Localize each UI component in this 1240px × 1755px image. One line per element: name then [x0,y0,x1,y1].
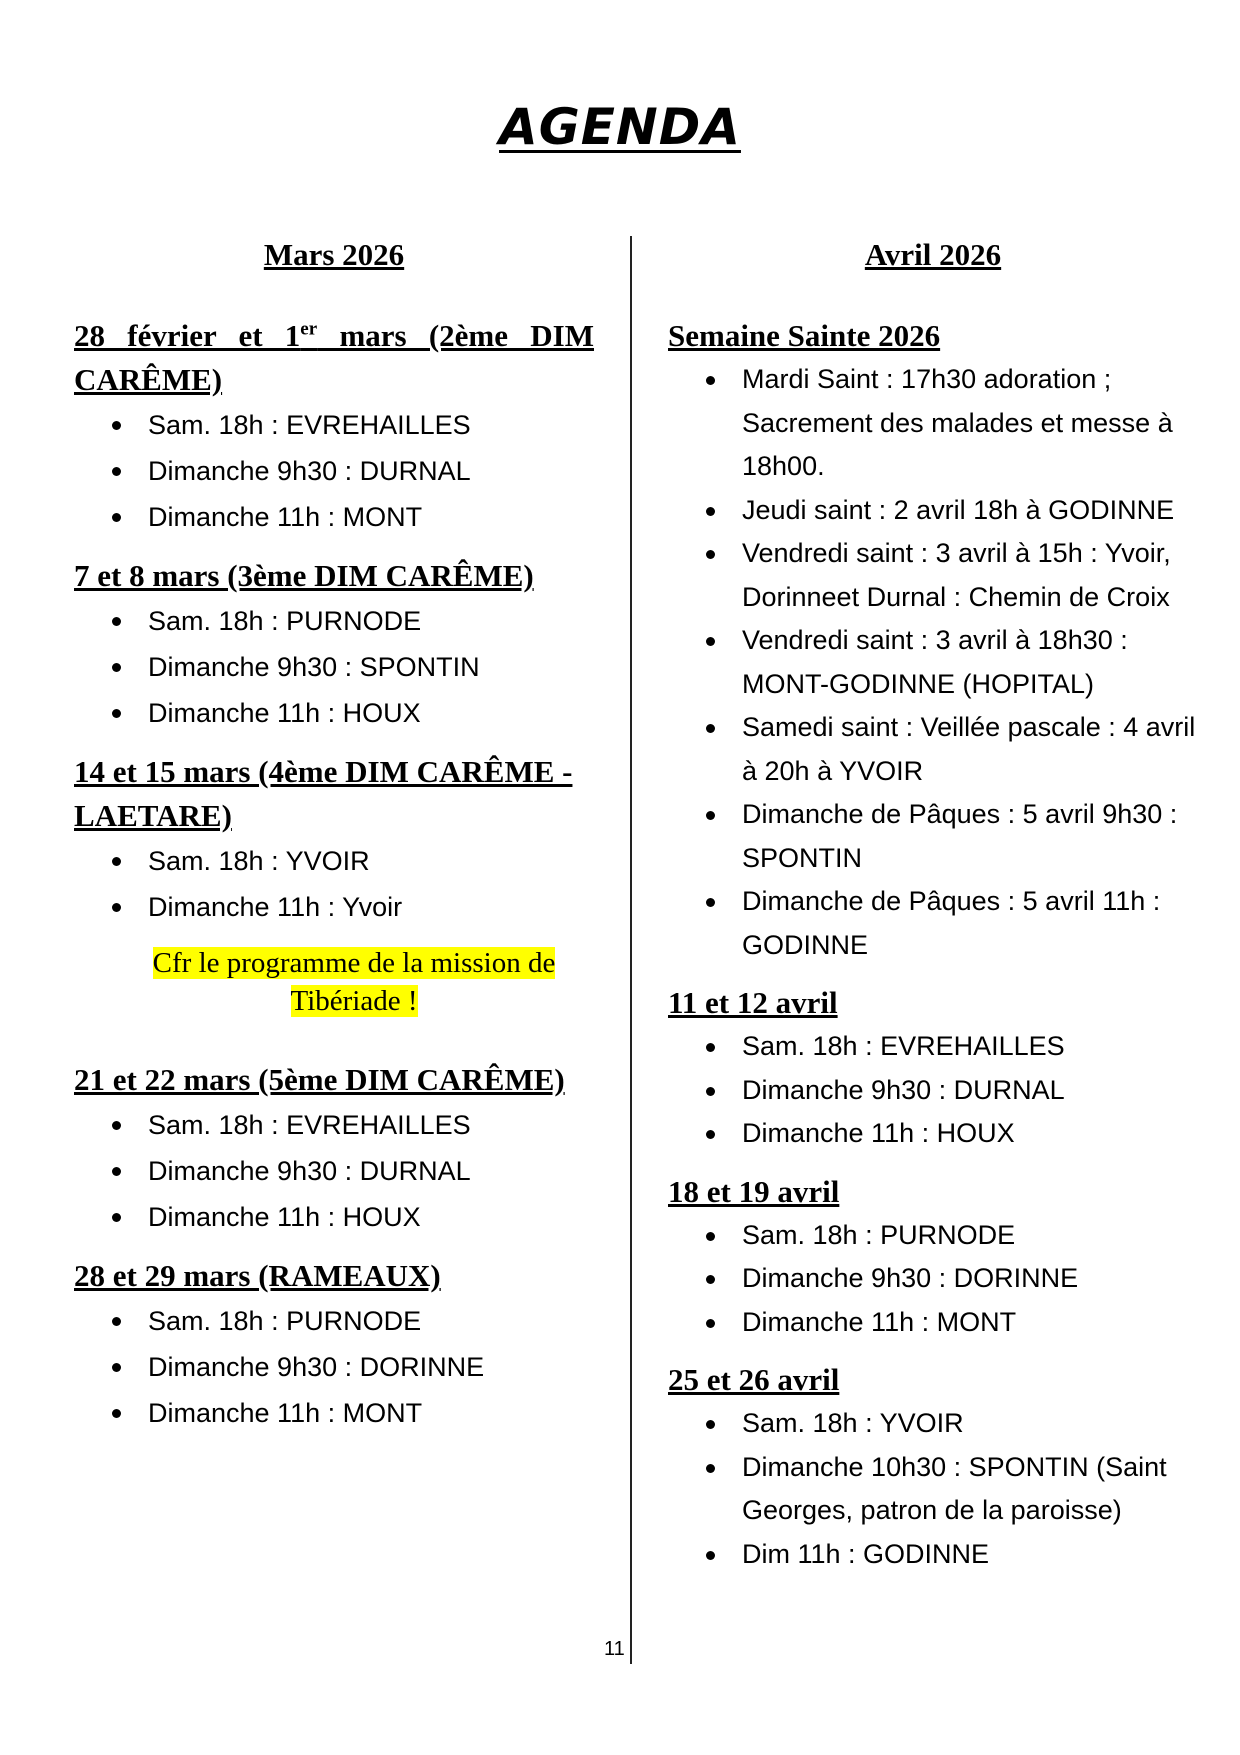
page-number: 11 [604,1638,625,1660]
list-item: Sam. 18h : EVREHAILLES [74,402,594,448]
section-holy-week [668,314,1198,967]
list-item: Dimanche 11h : HOUX [74,690,594,736]
section-title: 7 et 8 mars (3ème DIM CARÊME) [74,558,534,593]
list-item: Dimanche 9h30 : DORINNE [668,1257,1198,1301]
list-item: Dimanche 9h30 : DURNAL [74,448,594,494]
section-mar14-15 [74,750,594,930]
list-item: Samedi saint : Veillée pascale : 4 avril à 20h à YVOIR [668,706,1198,793]
section-feb28-mar1 [74,314,594,540]
page-title [0,98,1240,156]
list-item: Dimanche de Pâques : 5 avril 11h : GODINNE [668,880,1198,967]
list-item: Dimanche 11h : MONT [74,1390,594,1436]
section-title: 14 et 15 mars (4ème DIM CARÊME - LAETARE) [74,754,573,833]
mass-list [74,1102,594,1240]
section-apr18-19 [668,1170,1198,1345]
section-title: 11 et 12 avril [668,985,838,1020]
list-item: Dimanche 10h30 : SPONTIN (Saint Georges, patron de la paroisse) [668,1446,1198,1533]
list-item: Dimanche 11h : HOUX [74,1194,594,1240]
section-title: 18 et 19 avril [668,1173,840,1209]
section-title: 25 et 26 avril [668,1362,840,1397]
column-april [668,236,1198,1590]
list-item: Sam. 18h : PURNODE [74,598,594,644]
list-item: Dimanche 11h : Yvoir [74,884,594,930]
page-title-text: AGENDA [499,98,741,156]
list-item: Dimanche 9h30 : DURNAL [74,1148,594,1194]
column-divider [630,236,632,1664]
list-item: Sam. 18h : PURNODE [668,1214,1198,1258]
mass-list [74,838,594,930]
section-title-part: mars (2ème DIM CARÊME) [74,318,594,397]
mass-list [668,1214,1198,1345]
list-item: Sam. 18h : YVOIR [668,1402,1198,1446]
list-item: Vendredi saint : 3 avril à 15h : Yvoir, Dorinneet Durnal : Chemin de Croix [668,532,1198,619]
section-title [74,314,594,402]
list-item: Dimanche de Pâques : 5 avril 9h30 : SPONTIN [668,793,1198,880]
section-apr11-12 [668,981,1198,1156]
section-mar7-8 [74,554,594,736]
list-item: Mardi Saint : 17h30 adoration ; Sacrement des malades et messe à 18h00. [668,358,1198,489]
list-item: Vendredi saint : 3 avril à 18h30 : MONT-GODINNE (HOPITAL) [668,619,1198,706]
month-heading-april: Avril 2026 [864,237,1002,272]
mass-list [74,402,594,540]
section-title: 28 et 29 mars (RAMEAUX) [74,1258,441,1293]
list-item: Dimanche 11h : MONT [74,494,594,540]
section-title: 21 et 22 mars (5ème DIM CARÊME) [74,1062,565,1097]
mass-list [668,1025,1198,1156]
mass-list [74,1298,594,1436]
section-title: Semaine Sainte 2026 [668,318,941,353]
list-item: Sam. 18h : EVREHAILLES [668,1025,1198,1069]
list-item: Dimanche 9h30 : DORINNE [74,1344,594,1390]
list-item: Dimanche 9h30 : DURNAL [668,1069,1198,1113]
note-text: Cfr le programme de la mission de Tibériade ! [152,947,556,1017]
superscript: er [300,318,318,340]
list-item: Dim 11h : GODINNE [668,1533,1198,1577]
list-item: Jeudi saint : 2 avril 18h à GODINNE [668,489,1198,533]
column-march [74,236,594,1450]
section-mar28-29 [74,1254,594,1436]
month-heading-march: Mars 2026 [263,237,405,272]
list-item: Sam. 18h : EVREHAILLES [74,1102,594,1148]
list-item: Dimanche 11h : HOUX [668,1112,1198,1156]
section-apr25-26 [668,1358,1198,1576]
list-item: Dimanche 11h : MONT [668,1301,1198,1345]
list-item: Sam. 18h : PURNODE [74,1298,594,1344]
mass-list [668,1402,1198,1576]
list-item: Sam. 18h : YVOIR [74,838,594,884]
highlighted-note [114,944,594,1020]
mass-list [668,358,1198,967]
section-title-part: 28 février et 1 [74,318,301,353]
list-item: Dimanche 9h30 : SPONTIN [74,644,594,690]
mass-list [74,598,594,736]
section-mar21-22 [74,1058,594,1240]
